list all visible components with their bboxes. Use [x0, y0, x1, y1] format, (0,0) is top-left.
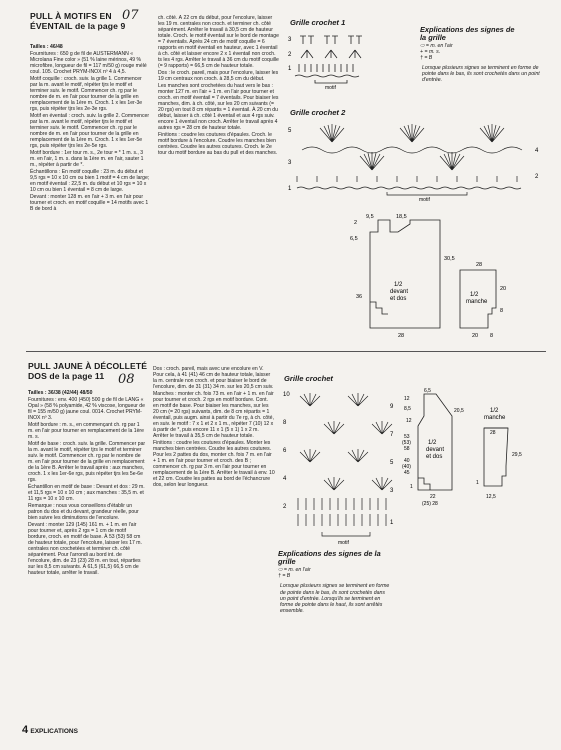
schema2-bottom-dim: (25) 28	[422, 501, 438, 507]
legend2-item-double: † = B	[278, 573, 291, 580]
grille3-row-number: 8	[283, 420, 287, 426]
grille2-row-number: 3	[288, 160, 292, 166]
schema2-side-dim: 12	[406, 418, 412, 424]
article1-legend-title-line2: la grille	[420, 33, 446, 42]
grille2-foundation-chain	[297, 187, 521, 189]
schema2-sleeve-top-dim: 28	[490, 430, 496, 436]
article2-legend	[278, 550, 398, 614]
schema1-side-dim: 2	[354, 220, 358, 226]
article1-schema	[340, 210, 540, 340]
schema1-side-dim: 36	[356, 294, 363, 300]
schema2-side-dim: 53	[404, 434, 410, 440]
schema2-side-dim: (53)	[402, 440, 411, 446]
schema2-top-dim: 12	[404, 396, 410, 402]
article2-supplies: Fournitures : env. 400 (450) 500 g de fil de LANG « Opal » (58 % polyamide, 42 % viscose, longueur de fil = 155 m/50 g) jaune coul. 0014. Crochet PRYM-INOX nº 3.	[28, 397, 145, 421]
schema2-sleeve-dim: 1	[476, 480, 479, 486]
grille3-motif-bracket	[322, 532, 370, 536]
grille3-row-number: 4	[283, 476, 287, 482]
article2-gauge: Échantillon en motif de base : Devant et dos : 29 m. et 11,5 rgs = 10 x 10 cm ; aux manches : 35,5 m. et 11 rgs = 10 x 10 cm.	[28, 484, 145, 502]
schema1-sleeve-dim: 20	[500, 286, 507, 292]
grille3-row-number: 10	[283, 392, 290, 398]
schema2-sleeve-bottom-dim: 12,5	[486, 494, 496, 500]
schema1-side-dim: 6,5	[350, 236, 358, 242]
article2-base-stitch: Motif de base : croch. suiv. la grille. Commencer par la m. avant le motif, répéter tjrs le motif et terminer suiv. le motif. Commencer ch. rg par le nombre de m. en l'air pour tourner de la grille en remplacement de la 1ère B. Arrêter le travail après : aux manches, croch. 1 x les 1er-6e rgs, puis répéter tjrs les 5e-6e rgs.	[28, 441, 146, 483]
article2-schema	[402, 386, 542, 510]
grille3-diagram	[282, 386, 398, 546]
grille3-row-number: 3	[390, 488, 394, 494]
legend-item-chain: ⬭ = m. en l'air	[420, 43, 453, 49]
grille1-row-number: 1	[288, 66, 292, 72]
schema1-piece-label: devant	[390, 289, 409, 295]
grille3-row-number: 2	[283, 504, 287, 510]
article2-sizes: Tailles : 36/38 (42/44) 48/50	[28, 390, 93, 396]
article2-column-1	[28, 390, 146, 710]
grille2-motif-label: motif	[419, 197, 430, 202]
schema1-sleeve-dim: 28	[476, 262, 483, 268]
grille2-row-number: 2	[535, 174, 539, 180]
article1-handwritten-number: 07	[122, 8, 139, 23]
article2-column-2	[153, 366, 275, 706]
front-back-steps	[418, 478, 430, 490]
article1-back: Dos : le croch. pareil, mais pour l'encolure, laisser les 19 cm centraux non croch. à 28,5 cm du début.	[158, 70, 279, 82]
schema2-sleeve-dim: 29,5	[512, 452, 522, 458]
grille1-title: Grille crochet 1	[290, 18, 346, 27]
article1-sleeves: Les manches sont crochetées du haut vers le bas : monter 127 m. en l'air + 1 m. en l'air pour tourner et croch. en motif éventail = 7 éventails. Pour biaiser les manches, dim. à ch. côté, sur les 20 cm suivants (= 20 rgs) en tout 8 cm répartis = 1 éventail. À 20 cm du début, laisser à ch. côté 1 éventail et aux 4 rgs suiv. encore 1 éventail non croch. Arrêter le travail après 4 autres rgs = 28 cm de hauteur totale.	[158, 83, 279, 131]
article2-legend-title-line1: Explications des signes de la	[278, 549, 381, 558]
schema2-side-dim: 45	[404, 470, 410, 476]
schema2-side-dim: 1	[410, 484, 413, 490]
article1-supplies: Fournitures : 650 g de fil de AUSTERMANN « Microlana Fine color » (51 % laine mérinos, 49 % microfibre, longueur de fil = 117 m/50 g) rouge mélé coul. 105. Crochet PRYM-INOX nº 4 à 4,5.	[30, 51, 147, 75]
schema1-sleeve-label: 1/2	[470, 292, 479, 298]
article2-back: Dos : croch. pareil, mais avec une encolure en V. Pour cela, à 41 (41) 46 cm de hauteur totale, laisser la m. centrale non croch. et pour biaiser le bord de l'encolure, dim. de 31 (31) 34 m. sur les 20,5 cm suiv.	[153, 366, 274, 390]
schema1-sleeve-label: manche	[466, 299, 488, 305]
article2-front: Devant : monter 129 (145) 161 m. + 1 m. en l'air pour tourner et, après 2 rgs = 1 cm de motif bordure, croch. en motif de base. À 53 (53) 58 cm de hauteur totale, pour l'encolure, laisser les 17 m. centrales non crochetées et terminer ch. côté séparément. Pour l'arrondi au bord int. de l'encolure, dim. de 23 (23) 28 m. en tout, réparties sur les 8,5 cm suivants. À 61,5 (61,5) 66,5 cm de hauteur totale, arrêter le travail.	[28, 522, 142, 576]
sleeve-piece-2-outline	[484, 428, 508, 486]
article1-border-stitch: Motif bordure : 1er tour m. s., 2e tour = * 1 m. s., 3 m. en l'air, 1 m. s. dans la 1ère m. en l'air, sauter 1 m., répéter à partir de *.	[30, 150, 144, 168]
schema2-bottom-dim: 22	[430, 494, 436, 500]
schema2-side-dim: 8,5	[404, 406, 411, 412]
grille2-row5-fans	[320, 124, 504, 142]
grille1-row3-stitches	[300, 36, 362, 44]
article1-legend	[420, 26, 540, 83]
schema2-piece-label: 1/2	[428, 440, 437, 446]
schema1-top-dim: 9,5	[366, 214, 374, 220]
grille1-row2-stitches	[301, 50, 361, 58]
grille1-row-number: 2	[288, 52, 292, 58]
grille2-row-number: 1	[288, 186, 292, 192]
schema2-side-dim: 20,5	[454, 408, 464, 414]
article1-continuation: ch. côté. À 22 cm du début, pour l'encolure, laisser les 19 m. centrales non croch. et terminer ch. côté séparément. Arrêter le travail à 30,5 cm de hauteur totale. Croch. le motif éventail sur le bord de montage = 7 éventails. Après 24 cm de motif coquille = 6 rapports en motif éventail en hauteur, avec 1 éventail à ch. côté et laisser encore 2 x 1 éventail non croch. ts les 4 rgs. Arrêter le travail à 36 cm du motif coquille (= 9 rapports) = 66,5 cm de hauteur totale.	[158, 15, 279, 69]
single-crochet-icon: +	[420, 49, 425, 56]
grille3-title: Grille crochet	[284, 374, 333, 383]
grille3-base-stitches	[298, 498, 386, 526]
article1-shell-stitch: Motif coquille : croch. suiv. la grille 1. Commencer par la m. avant le motif, répéter tjrs le motif et terminer suiv. le motif. Commencer ch. rg par le nombre de m. en l'air pour tourner de la grille en remplacement de la 1ère m. Croch. 1 x les 1er-3e rgs, puis répéter tjrs les 2e-3e rgs.	[30, 76, 143, 112]
article2-finishing: Finitions : coudre les coutures d'épaules. Monter les manches bien centrées. Coudre les autres coutures. Pour les 2 pattes du dos, monter ch. fois 7 m. en l'air + 1 m. en l'air pour tourner et croch. des B ; commencer ch. rg par 3 m. en l'air pour tourner en remplacement de la 1ère B. Arrêter le travail à env. 10 et 22 cm. Coudre les pattes au bord de l'échancrure dos, selon leur longueur.	[153, 440, 275, 488]
legend-note: Lorsque plusieurs signes se terminent en forme de pointe dans le bas, ils sont crochetés dans un point d'entrée.	[422, 64, 540, 84]
schema1-sleeve-dim: 8	[500, 308, 504, 314]
article1-legend-title-line1: Explications des signes de	[420, 25, 515, 34]
article2-sleeves: Manches : monter ch. fois 73 m. en l'air + 1 m. en l'air pour tourner et croch. 2 rgs en motif bordure. Cont. en motif de base. Pour biaiser les manches, sur les 20 cm (= 20 rgs) suivants, dim. de 8 cm répartis = 1 éventail, puis augm. ainsi à partir du 7e rg, à ch. côté, en suiv. le motif : 7 x 1 et 2 x 1 m., répéter 7 (10) 12 x à partir de *, puis encore 11 x 1 (5 x 1) 1 x 2 m. Arrêter le travail à 35,5 cm de hauteur totale.	[153, 391, 274, 439]
grille2-diagram	[287, 120, 543, 202]
schema2-sleeve-label: 1/2	[490, 408, 499, 414]
grille2-row3-fans	[360, 152, 464, 170]
article2-title-line2: DOS de la page 11	[28, 370, 105, 381]
article1-title-line1: PULL À MOTIFS EN	[30, 11, 112, 21]
schema1-side-dim: 30,5	[444, 256, 455, 262]
legend2-note: Lorsque plusieurs signes se terminent en forme de pointe dans le bas, ils sont crochetés dans un point d'entrée. Lorsqu'ils se terminent en forme de pointe dans le haut, ils sont arrêtés ensemble.	[280, 583, 390, 615]
legend2-item-chain: ⬭ = m. en l'air	[278, 567, 311, 573]
grille2-row4-chains	[302, 147, 522, 153]
article1-finishing: Finitions : coudre les coutures d'épaules. Croch. le motif bordure à l'encolure. Coudre les manches bien centrées. Coudre les autres coutures. Croch. le 2e tour du motif bordure au bas du pull et des manches.	[158, 132, 278, 156]
grille3-row-number: 9	[390, 404, 394, 410]
schema1-bottom-dim: 28	[398, 333, 405, 339]
article2-legend-title-line2: grille	[278, 557, 296, 566]
grille3-row-number: 7	[390, 432, 394, 438]
article1-sizes: Tailles : 46/48	[30, 44, 63, 50]
schema2-piece-label: et dos	[426, 454, 443, 460]
article2-handwritten-number: 08	[118, 372, 135, 387]
schema1-piece-label: et dos	[390, 296, 407, 302]
grille3-fan-rows	[300, 393, 392, 490]
schema2-top-dim: 6,5	[424, 388, 431, 394]
grille2-motif-bracket	[387, 192, 467, 195]
legend-item-single: + = m. s.	[420, 49, 441, 56]
page-footer	[22, 724, 78, 736]
grille1-motif-label: motif	[325, 85, 336, 90]
article1-gauge: Échantillons : En motif coquille : 23 m. du début et 9,5 rgs = 10 x 10 cm ou bien 1 motif = 4 cm de large; en motif éventail : 22,5 m. du début et 10 rgs = 10 x 10 cm ou bien 1 éventail = 8 cm de large.	[30, 169, 150, 193]
article1-title-line2: ÉVENTAIL de la page 9	[30, 20, 126, 31]
grille1-foundation-chain	[295, 75, 359, 77]
front-steps	[370, 302, 388, 314]
schema1-sleeve-dim: 20	[472, 333, 479, 339]
chain-icon: ⬭	[278, 567, 284, 573]
schema2-piece-label: devant	[426, 447, 445, 453]
article2-title-line1: PULL JAUNE À DÉCOLLETÉ	[28, 361, 148, 371]
schema1-piece-label: 1/2	[394, 282, 403, 288]
article1-column-2	[158, 15, 280, 335]
double-crochet-icon: †	[278, 573, 283, 580]
front-back-piece-outline	[370, 220, 440, 328]
article1-front: Devant : monter 128 m. en l'air + 3 m. en l'air pour tourner et croch. en motif coquille = 14 motifs avec 1 B de bord à	[30, 194, 149, 212]
schema1-sleeve-dim: 8	[490, 333, 494, 339]
article1-column-1	[30, 44, 150, 334]
article2-remark: Remarque : nous vous conseillons d'établir un patron du dos et du devant, grandeur réelle, pour bien suivre les diminutions de l'encolure.	[28, 503, 139, 521]
grille3-row-number: 6	[283, 448, 287, 454]
page-number: 4	[22, 724, 29, 736]
legend-item-double: † = B	[420, 55, 433, 62]
grille1-row1-stitches	[299, 64, 353, 72]
schema2-side-dim: 40	[404, 458, 410, 464]
chain-icon: ⬭	[420, 43, 426, 49]
section-label: EXPLICATIONS	[30, 728, 78, 735]
grille3-motif-label: motif	[338, 540, 349, 546]
grille3-row-number: 1	[390, 520, 394, 526]
article2-border-stitch: Motif bordure : m. s., en commençant ch. rg par 1 m. en l'air pour tourner en remplacement de la 1ère m. s.	[28, 422, 144, 440]
grille3-row-number: 5	[390, 460, 394, 466]
schema2-side-dim: 58	[404, 446, 410, 452]
grille2-row-number: 5	[288, 128, 292, 134]
schema1-top-dim: 18,5	[396, 214, 407, 220]
grille1-row-number: 3	[288, 37, 292, 43]
grille2-row2-stitches	[297, 176, 517, 182]
section-divider	[26, 351, 546, 352]
grille2-title: Grille crochet 2	[290, 108, 346, 117]
double-crochet-icon: †	[420, 55, 425, 62]
schema2-sleeve-label: manche	[484, 415, 506, 421]
grille2-row-number: 4	[535, 148, 539, 154]
grille1-motif-bracket	[315, 80, 347, 83]
article1-fan-stitch: Motif en éventail : croch. suiv. la grille 2. Commencer par la m. avant le motif, répéter tjrs le motif et terminer suiv. le motif. Commencer ch. rg par le nombre de m. en l'air pour tourner de la grille en remplacement de la 1ère m. Croch. 1 x les 1er-5e rgs, puis répéter tjrs les 2e-5e rgs.	[30, 113, 150, 149]
schema2-side-dim: (40)	[402, 464, 411, 470]
grille1-diagram	[287, 28, 407, 90]
